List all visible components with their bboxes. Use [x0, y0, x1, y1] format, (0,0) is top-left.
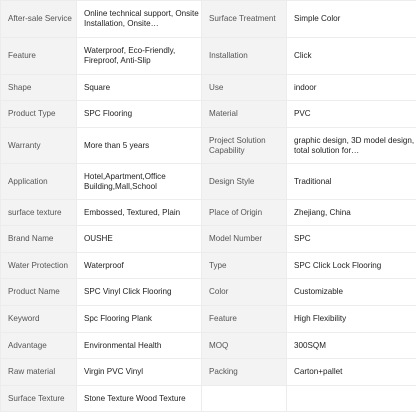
spec-label: Project Solution Capability	[202, 128, 287, 164]
spec-label: Brand Name	[1, 226, 77, 253]
spec-label: Application	[1, 164, 77, 200]
spec-value: Stone Texture Wood Texture	[77, 386, 202, 412]
spec-value: Simple Color	[287, 1, 416, 38]
spec-label: Raw material	[1, 359, 77, 386]
empty-cell	[202, 386, 287, 412]
table-row	[1, 101, 416, 128]
table-row	[1, 306, 416, 333]
empty-cell	[287, 386, 416, 412]
table-row	[1, 38, 416, 75]
spec-value: Traditional	[287, 164, 416, 200]
spec-value: SPC Click Lock Flooring	[287, 253, 416, 279]
spec-label: Installation	[202, 38, 287, 75]
spec-label: Surface Treatment	[202, 1, 287, 38]
table-row	[1, 164, 416, 200]
table-row	[1, 200, 416, 226]
spec-value: Virgin PVC Vinyl	[77, 359, 202, 386]
spec-value: Spc Flooring Plank	[77, 306, 202, 333]
spec-label: Type	[202, 253, 287, 279]
spec-value: Waterproof, Eco-Friendly, Fireproof, Anti-Slip	[77, 38, 202, 75]
spec-label: Water Protection	[1, 253, 77, 279]
spec-label: Shape	[1, 75, 77, 101]
spec-value: High Flexibility	[287, 306, 416, 333]
spec-label: Product Type	[1, 101, 77, 128]
table-row	[1, 359, 416, 386]
spec-label: Advantage	[1, 333, 77, 359]
spec-label: Use	[202, 75, 287, 101]
spec-label: Model Number	[202, 226, 287, 253]
spec-value: SPC Vinyl Click Flooring	[77, 279, 202, 306]
spec-label: Feature	[1, 38, 77, 75]
table-row	[1, 253, 416, 279]
spec-label: Design Style	[202, 164, 287, 200]
table-row	[1, 75, 416, 101]
spec-label: surface texture	[1, 200, 77, 226]
spec-label: Place of Origin	[202, 200, 287, 226]
spec-value: PVC	[287, 101, 416, 128]
spec-label: Feature	[202, 306, 287, 333]
spec-value: Carton+pallet	[287, 359, 416, 386]
spec-value: Embossed, Textured, Plain	[77, 200, 202, 226]
spec-label: MOQ	[202, 333, 287, 359]
spec-value: SPC Flooring	[77, 101, 202, 128]
spec-label: Packing	[202, 359, 287, 386]
spec-label: Keyword	[1, 306, 77, 333]
table-row	[1, 333, 416, 359]
spec-label: Warranty	[1, 128, 77, 164]
spec-value: OUSHE	[77, 226, 202, 253]
spec-value: Click	[287, 38, 416, 75]
spec-value: SPC	[287, 226, 416, 253]
table-row	[1, 279, 416, 306]
spec-value: Customizable	[287, 279, 416, 306]
spec-label: Surface Texture	[1, 386, 77, 412]
spec-label: Product Name	[1, 279, 77, 306]
spec-label: After-sale Service	[1, 1, 77, 38]
spec-value: graphic design, 3D model design, total solution for…	[287, 128, 416, 164]
spec-value: Hotel,Apartment,Office Building,Mall,School	[77, 164, 202, 200]
table-row	[1, 1, 416, 38]
table-row	[1, 226, 416, 253]
spec-value: indoor	[287, 75, 416, 101]
spec-value: Zhejiang, China	[287, 200, 416, 226]
spec-label: Material	[202, 101, 287, 128]
table-row	[1, 128, 416, 164]
spec-value: 300SQM	[287, 333, 416, 359]
spec-value: More than 5 years	[77, 128, 202, 164]
spec-value: Online technical support, Onsite Installation, Onsite…	[77, 1, 202, 38]
table-row	[1, 386, 416, 412]
spec-value: Square	[77, 75, 202, 101]
spec-value: Waterproof	[77, 253, 202, 279]
spec-label: Color	[202, 279, 287, 306]
spec-value: Environmental Health	[77, 333, 202, 359]
